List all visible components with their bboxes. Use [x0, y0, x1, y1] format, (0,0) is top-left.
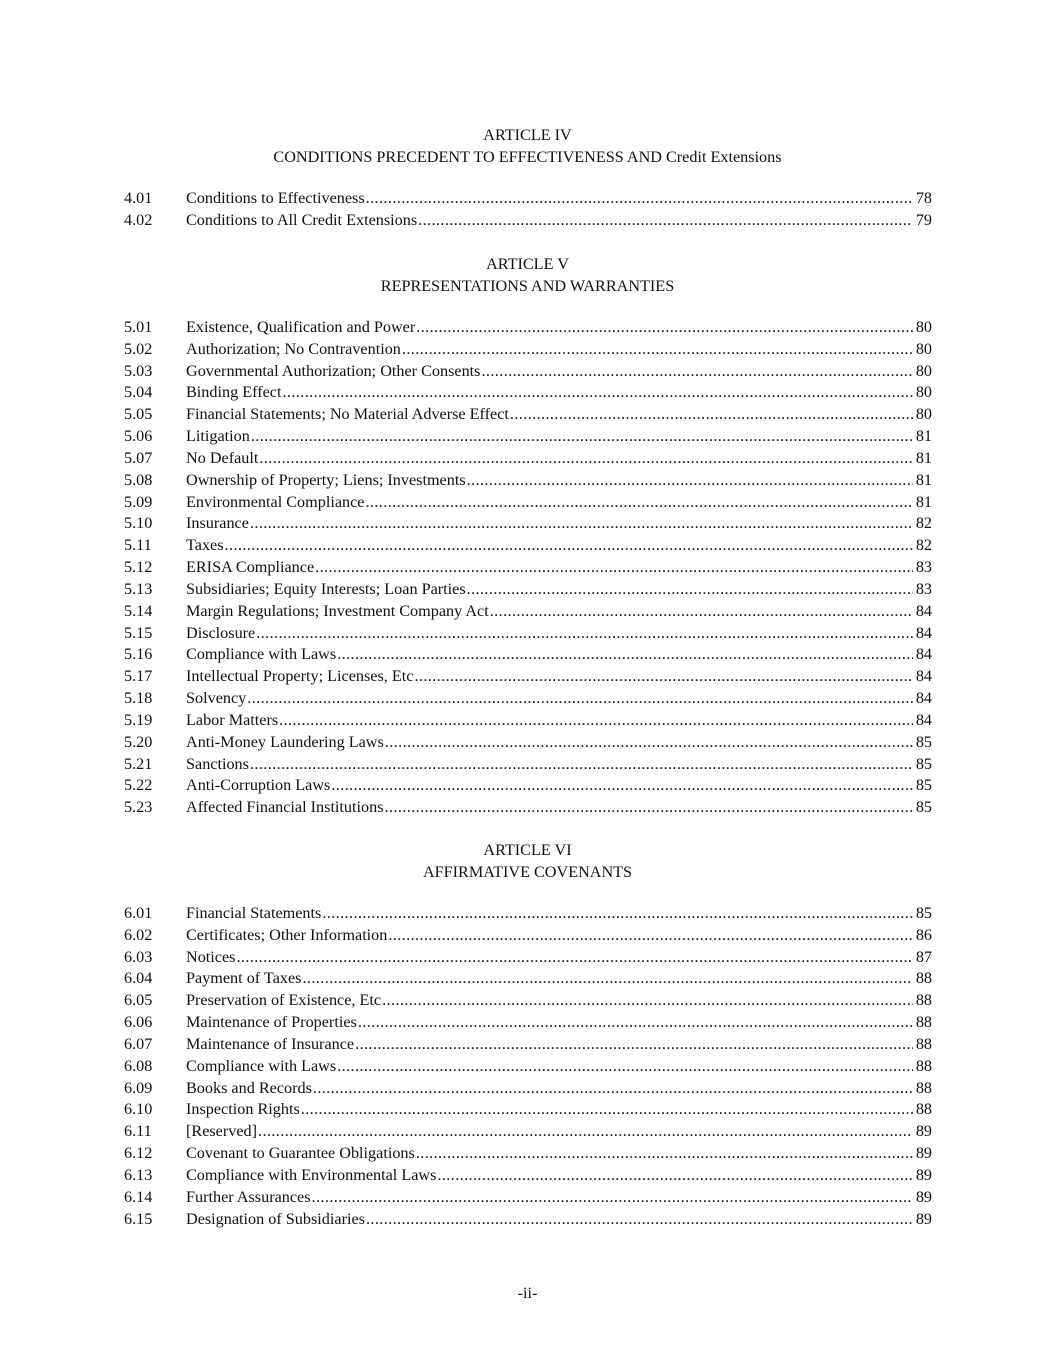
- toc-list-article-vi: [124, 903, 932, 1230]
- toc-entry-page: 80: [915, 318, 932, 336]
- toc-entry: [124, 492, 932, 514]
- toc-entry: [124, 1165, 932, 1187]
- toc-entry-title: Conditions to Effectiveness: [186, 189, 365, 207]
- toc-entry: [124, 361, 932, 383]
- toc-entry-title: Margin Regulations; Investment Company Act: [186, 601, 489, 620]
- toc-entry-page: 80: [915, 383, 932, 402]
- toc-dot-leader: [355, 1034, 913, 1056]
- toc-entry: [124, 1121, 932, 1143]
- toc-entry-number: 5.06: [124, 427, 153, 446]
- toc-entry-page: 88: [915, 1078, 932, 1097]
- toc-entry-page: 81: [915, 427, 932, 446]
- toc-entry-number: 6.09: [124, 1078, 153, 1097]
- toc-entry-number: 5.10: [124, 514, 153, 533]
- toc-entry-page: 81: [915, 492, 932, 511]
- toc-entry: [124, 513, 932, 535]
- toc-entry: [124, 404, 932, 426]
- toc-entry-title: Financial Statements: [186, 904, 322, 922]
- toc-entry-title: [Reserved]: [186, 1122, 258, 1141]
- toc-entry-number: 6.04: [124, 969, 153, 988]
- toc-entry: [124, 947, 932, 969]
- toc-entry: [124, 775, 932, 797]
- toc-entry-page: 83: [915, 558, 932, 577]
- toc-entry: [124, 210, 932, 232]
- toc-dot-leader: [365, 492, 912, 514]
- toc-entry-page: 88: [915, 969, 932, 988]
- toc-entry-page: 83: [915, 579, 932, 598]
- toc-entry-number: 6.02: [124, 925, 153, 944]
- toc-entry-page: 78: [915, 189, 932, 207]
- toc-entry-title: Existence, Qualification and Power: [186, 318, 416, 336]
- toc-dot-leader: [385, 797, 913, 819]
- toc-entry-title: Environmental Compliance: [186, 492, 365, 511]
- toc-entry: [124, 1187, 932, 1209]
- toc-entry-title: Anti-Money Laundering Laws: [186, 732, 384, 751]
- toc-entry-number: 6.01: [124, 904, 153, 922]
- toc-entry-number: 5.11: [124, 536, 152, 555]
- toc-entry-number: 5.18: [124, 689, 153, 708]
- toc-entry-page: 88: [915, 991, 932, 1010]
- toc-entry: [124, 535, 932, 557]
- toc-entry-number: 5.03: [124, 361, 153, 380]
- toc-entry-number: 6.03: [124, 947, 153, 966]
- toc-entry-page: 84: [915, 601, 932, 620]
- toc-entry-number: 5.07: [124, 448, 153, 467]
- toc-entry-page: 89: [915, 1122, 932, 1141]
- toc-dot-leader: [481, 361, 912, 383]
- toc-entry-title: Certificates; Other Information: [186, 925, 388, 944]
- toc-entry-number: 5.05: [124, 405, 153, 424]
- toc-entry: [124, 797, 932, 819]
- toc-dot-leader: [331, 775, 912, 797]
- toc-dot-leader: [358, 1012, 913, 1034]
- toc-entry-title: Maintenance of Properties: [186, 1013, 357, 1032]
- toc-dot-leader: [282, 382, 912, 404]
- toc-dot-leader: [490, 601, 913, 623]
- article-heading-vi: [0, 839, 1055, 883]
- toc-dot-leader: [467, 579, 913, 601]
- toc-entry-page: 84: [915, 667, 932, 686]
- toc-entry-number: 5.20: [124, 732, 153, 751]
- toc-entry-page: 80: [915, 361, 932, 380]
- toc-entry-number: 6.08: [124, 1056, 153, 1075]
- toc-entry-number: 5.15: [124, 623, 153, 642]
- toc-entry-title: Designation of Subsidiaries: [186, 1209, 365, 1228]
- article-heading-v: [0, 253, 1055, 297]
- toc-entry-number: 5.14: [124, 601, 153, 620]
- toc-entry-page: 89: [915, 1187, 932, 1206]
- toc-entry-number: 4.01: [124, 189, 153, 207]
- toc-entry-page: 85: [915, 776, 932, 795]
- toc-entry: [124, 990, 932, 1012]
- toc-entry-number: 6.15: [124, 1209, 153, 1228]
- toc-entry-number: 4.02: [124, 210, 153, 229]
- toc-entry-page: 79: [915, 210, 932, 229]
- toc-dot-leader: [382, 990, 913, 1012]
- toc-dot-leader: [510, 404, 913, 426]
- toc-entry-title: Notices: [186, 947, 236, 966]
- toc-entry-title: Labor Matters: [186, 710, 279, 729]
- toc-entry: [124, 623, 932, 645]
- toc-dot-leader: [337, 1056, 913, 1078]
- toc-entry-page: 86: [915, 925, 932, 944]
- toc-entry-page: 89: [915, 1144, 932, 1163]
- toc-entry-page: 84: [915, 689, 932, 708]
- toc-entry: [124, 968, 932, 990]
- toc-entry: [124, 644, 932, 666]
- toc-entry-number: 6.07: [124, 1034, 153, 1053]
- toc-dot-leader: [279, 710, 913, 732]
- toc-entry: [124, 470, 932, 492]
- toc-entry-number: 6.05: [124, 991, 153, 1010]
- article-subtitle: AFFIRMATIVE COVENANTS: [422, 863, 633, 881]
- toc-dot-leader: [251, 426, 913, 448]
- toc-entry: [124, 1209, 932, 1231]
- toc-entry-title: Binding Effect: [186, 383, 282, 402]
- toc-entry-title: Affected Financial Institutions: [186, 798, 384, 817]
- toc-entry: [124, 1078, 932, 1100]
- toc-dot-leader: [322, 903, 912, 925]
- toc-entry-number: 6.14: [124, 1187, 153, 1206]
- toc-entry: [124, 426, 932, 448]
- toc-entry: [124, 448, 932, 470]
- toc-entry-title: Further Assurances: [186, 1187, 311, 1206]
- toc-entry-title: Sanctions: [186, 754, 249, 773]
- toc-entry-title: Financial Statements; No Material Adverse Effect: [186, 405, 509, 424]
- toc-dot-leader: [250, 513, 913, 535]
- article-heading-iv: [0, 124, 1055, 168]
- toc-entry: [124, 688, 932, 710]
- toc-entry: [124, 339, 932, 361]
- toc-entry: [124, 1099, 932, 1121]
- toc-dot-leader: [414, 666, 912, 688]
- toc-entry-title: Payment of Taxes: [186, 969, 302, 988]
- toc-entry: [124, 925, 932, 947]
- toc-entry: [124, 1143, 932, 1165]
- toc-entry-number: 5.08: [124, 470, 153, 489]
- toc-entry: [124, 579, 932, 601]
- article-title: ARTICLE IV: [483, 126, 572, 144]
- toc-dot-leader: [313, 1078, 913, 1100]
- toc-entry-number: 5.23: [124, 798, 153, 817]
- toc-entry-title: Subsidiaries; Equity Interests; Loan Parties: [186, 579, 466, 598]
- toc-dot-leader: [225, 535, 913, 557]
- toc-entry-number: 6.13: [124, 1165, 153, 1184]
- toc-entry-number: 5.17: [124, 667, 153, 686]
- toc-dot-leader: [416, 1143, 913, 1165]
- toc-entry-title: ERISA Compliance: [186, 558, 315, 577]
- toc-entry-number: 6.06: [124, 1013, 153, 1032]
- toc-entry-number: 5.16: [124, 645, 153, 664]
- toc-entry-number: 5.13: [124, 579, 153, 598]
- toc-entry-page: 80: [915, 339, 932, 358]
- toc-entry: [124, 710, 932, 732]
- toc-entry-title: Litigation: [186, 427, 250, 446]
- toc-entry-page: 85: [915, 732, 932, 751]
- toc-entry-page: 87: [915, 947, 932, 966]
- toc-entry-number: 5.01: [124, 318, 153, 336]
- toc-entry-page: 82: [915, 514, 932, 533]
- toc-entry-title: Inspection Rights: [186, 1100, 300, 1119]
- toc-entry-title: Compliance with Laws: [186, 645, 337, 664]
- toc-dot-leader: [418, 210, 913, 232]
- toc-entry-page: 84: [915, 710, 932, 729]
- toc-entry-page: 89: [915, 1209, 932, 1228]
- toc-dot-leader: [315, 557, 913, 579]
- toc-dot-leader: [366, 1209, 913, 1231]
- toc-dot-leader: [388, 925, 912, 947]
- toc-dot-leader: [236, 947, 912, 969]
- toc-entry: [124, 188, 932, 210]
- toc-list-article-v: [124, 317, 932, 819]
- page-number: -ii-: [517, 1284, 538, 1302]
- toc-entry-number: 6.10: [124, 1100, 153, 1119]
- toc-entry: [124, 754, 932, 776]
- toc-dot-leader: [259, 448, 912, 470]
- article-title: ARTICLE V: [486, 255, 569, 273]
- toc-entry-number: 5.12: [124, 558, 153, 577]
- toc-dot-leader: [402, 339, 913, 361]
- toc-entry: [124, 557, 932, 579]
- toc-entry-number: 5.04: [124, 383, 153, 402]
- toc-entry-title: Intellectual Property; Licenses, Etc: [186, 667, 414, 686]
- toc-entry: [124, 382, 932, 404]
- toc-entry: [124, 317, 932, 339]
- toc-entry-title: Disclosure: [186, 623, 256, 642]
- toc-entry: [124, 903, 932, 925]
- toc-dot-leader: [337, 644, 913, 666]
- toc-list-article-iv: [124, 188, 932, 232]
- toc-entry-page: 85: [915, 798, 932, 817]
- toc-entry-title: No Default: [186, 448, 259, 467]
- toc-entry-page: 80: [915, 405, 932, 424]
- toc-entry-page: 84: [915, 623, 932, 642]
- toc-entry-number: 5.19: [124, 710, 153, 729]
- article-title: ARTICLE VI: [483, 841, 572, 859]
- toc-entry-title: Ownership of Property; Liens; Investments: [186, 470, 466, 489]
- toc-dot-leader: [256, 623, 913, 645]
- toc-entry-title: Conditions to All Credit Extensions: [186, 210, 418, 229]
- toc-entry: [124, 666, 932, 688]
- toc-entry-page: 89: [915, 1165, 932, 1184]
- toc-entry-page: 88: [915, 1056, 932, 1075]
- toc-entry-page: 81: [915, 470, 932, 489]
- toc-entry-number: 5.09: [124, 492, 153, 511]
- toc-entry-number: 5.02: [124, 339, 153, 358]
- toc-entry-title: Governmental Authorization; Other Consents: [186, 361, 481, 380]
- toc-dot-leader: [366, 188, 913, 210]
- toc-entry-number: 6.11: [124, 1122, 152, 1141]
- toc-entry-page: 88: [915, 1100, 932, 1119]
- toc-entry-title: Preservation of Existence, Etc: [186, 991, 382, 1010]
- toc-dot-leader: [437, 1165, 912, 1187]
- article-subtitle: REPRESENTATIONS AND WARRANTIES: [380, 277, 675, 295]
- toc-dot-leader: [302, 968, 912, 990]
- toc-entry-page: 88: [915, 1034, 932, 1053]
- toc-dot-leader: [467, 470, 913, 492]
- toc-dot-leader: [250, 754, 913, 776]
- toc-entry-title: Maintenance of Insurance: [186, 1034, 355, 1053]
- toc-entry-page: 85: [915, 754, 932, 773]
- toc-entry-title: Anti-Corruption Laws: [186, 776, 331, 795]
- toc-entry-title: Authorization; No Contravention: [186, 339, 401, 358]
- toc-entry-page: 85: [915, 904, 932, 922]
- toc-entry-number: 5.22: [124, 776, 153, 795]
- toc-entry-title: Taxes: [186, 536, 224, 555]
- toc-entry-title: Compliance with Environmental Laws: [186, 1165, 437, 1184]
- toc-entry: [124, 732, 932, 754]
- toc-entry-number: 6.12: [124, 1144, 153, 1163]
- toc-entry: [124, 1012, 932, 1034]
- toc-entry-title: Solvency: [186, 689, 247, 708]
- toc-entry-page: 82: [915, 536, 932, 555]
- toc-entry: [124, 1056, 932, 1078]
- toc-dot-leader: [258, 1121, 913, 1143]
- toc-entry-title: Covenant to Guarantee Obligations: [186, 1144, 415, 1163]
- toc-dot-leader: [385, 732, 913, 754]
- toc-dot-leader: [247, 688, 913, 710]
- toc-entry-number: 5.21: [124, 754, 153, 773]
- toc-entry: [124, 601, 932, 623]
- toc-entry-title: Compliance with Laws: [186, 1056, 337, 1075]
- toc-dot-leader: [301, 1099, 913, 1121]
- toc-entry-title: Insurance: [186, 514, 249, 533]
- toc-entry-page: 84: [915, 645, 932, 664]
- toc-entry-title: Books and Records: [186, 1078, 312, 1097]
- article-subtitle: CONDITIONS PRECEDENT TO EFFECTIVENESS AND Credit Extensions: [273, 148, 782, 166]
- toc-dot-leader: [312, 1187, 913, 1209]
- toc-entry: [124, 1034, 932, 1056]
- toc-entry-page: 81: [915, 448, 932, 467]
- toc-entry-page: 88: [915, 1013, 932, 1032]
- toc-dot-leader: [416, 317, 913, 339]
